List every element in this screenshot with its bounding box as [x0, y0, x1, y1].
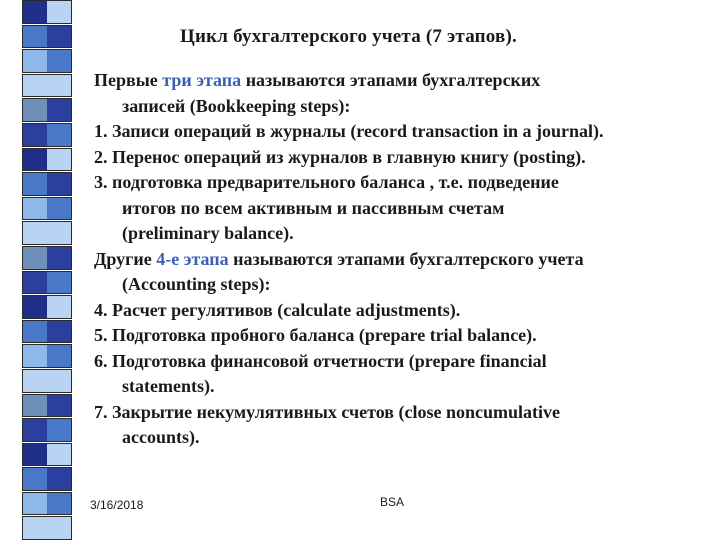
- strip-tile: [22, 467, 72, 491]
- strip-tile: [22, 148, 72, 172]
- decorative-side-strip: [22, 0, 72, 540]
- second-prefix: Другие: [94, 248, 157, 269]
- step-item-3-cont2: (preliminary balance).: [122, 223, 294, 243]
- step-item-7: 7. Закрытие некумулятивных счетов (close noncumulative: [94, 401, 561, 422]
- second-suffix: называются этапами бухгалтерского учета: [228, 248, 584, 269]
- second-accent-text: 4-е этапа: [156, 248, 229, 269]
- strip-tile: [22, 369, 72, 393]
- intro-prefix: Первые: [94, 70, 163, 90]
- step-item-3-cont: итогов по всем активным и пассивным счетам: [122, 197, 505, 218]
- step-item-4: 4. Расчет регулятивов (calculate adjustments).: [94, 299, 461, 320]
- strip-tile: [22, 320, 72, 344]
- step-item-7-cont: accounts).: [122, 427, 200, 447]
- step-item-1: 1. Записи операций в журналы (record transaction in a journal).: [94, 121, 604, 141]
- strip-tile: [22, 98, 72, 122]
- intro-line-2: записей (Bookkeeping steps):: [122, 95, 351, 116]
- strip-tile: [22, 418, 72, 442]
- step-item-3: 3. подготовка предварительного баланса , т.е. подведение: [94, 172, 559, 192]
- strip-tile: [22, 197, 72, 221]
- strip-tile: [22, 443, 72, 467]
- footer-org: BSA: [380, 495, 405, 509]
- strip-tile: [22, 0, 72, 24]
- strip-tile: [22, 123, 72, 147]
- strip-tile: [22, 246, 72, 270]
- intro-suffix: называются этапами бухгалтерских: [241, 70, 541, 90]
- footer-date: 3/16/2018: [90, 498, 144, 512]
- strip-tile: [22, 25, 72, 49]
- step-item-6-cont: statements).: [122, 376, 215, 396]
- step-item-6: 6. Подготовка финансовой отчетности (prepare financial: [94, 350, 547, 371]
- slide-body: [94, 68, 716, 451]
- strip-tile: [22, 271, 72, 295]
- step-item-2: 2. Перенос операций из журналов в главную книгу (posting).: [94, 146, 586, 167]
- strip-tile: [22, 221, 72, 245]
- second-group-line-2: (Accounting steps):: [122, 274, 271, 294]
- strip-tile: [22, 516, 72, 540]
- strip-tile: [22, 172, 72, 196]
- slide-title: Цикл бухгалтерского учета (7 этапов).: [180, 26, 517, 47]
- strip-tile: [22, 344, 72, 368]
- strip-tile: [22, 74, 72, 98]
- strip-tile: [22, 492, 72, 516]
- intro-line: [94, 68, 716, 94]
- second-group-line: [94, 247, 716, 273]
- intro-accent-text: три этапа: [162, 70, 242, 90]
- strip-tile: [22, 394, 72, 418]
- strip-tile: [22, 295, 72, 319]
- step-item-5: 5. Подготовка пробного баланса (prepare trial balance).: [94, 325, 537, 345]
- strip-tile: [22, 49, 72, 73]
